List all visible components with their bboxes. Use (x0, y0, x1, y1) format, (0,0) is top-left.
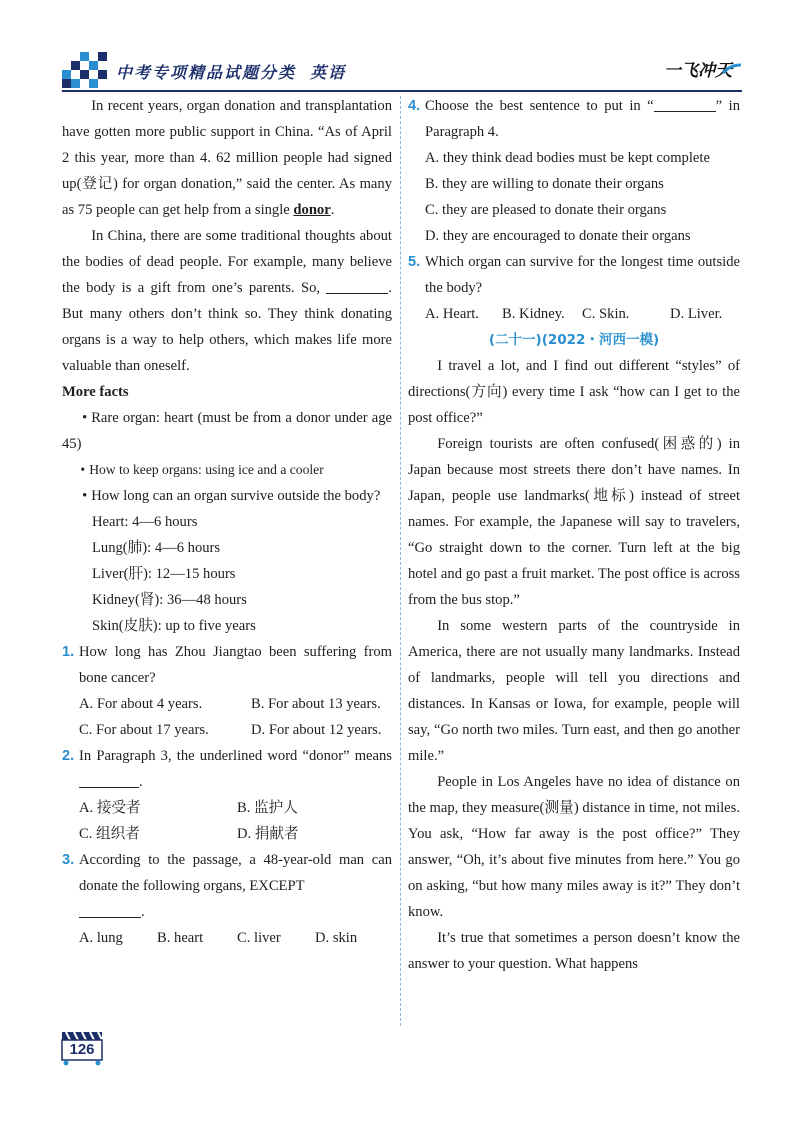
bullet-icon: • (80, 462, 86, 477)
passage-paragraph: In some western parts of the countryside in America, there are not usually many landmarks. Instead of landmarks, people will tell you directions and distances. In Kansas or Iowa, for example, people will say, “Go north two miles. Turn east, and then go another mile.” (408, 618, 740, 764)
question-options (62, 795, 392, 847)
option[interactable]: B. heart (157, 930, 204, 946)
question-text-end: . (139, 774, 143, 790)
question-number: 1. (62, 644, 75, 660)
passage-paragraph: Foreign tourists are often confused(困惑的) in Japan because most streets there don’t have names. In Japan, people use landmarks(地标) instead of street names. For example, the Japanese will say to travelers, “Go straight down to the corner. Turn left at the big hotel and go past a fruit market. The post office is across from the bus stop.” (408, 436, 740, 608)
answer-blank[interactable] (79, 772, 139, 788)
answer-blank[interactable] (654, 96, 716, 112)
bullet-text: How to keep organs: using ice and a cooler (89, 462, 324, 477)
fact-item: Kidney(肾): 36—48 hours (92, 592, 247, 608)
option[interactable]: B. Kidney. (502, 306, 565, 322)
question-number: 3. (62, 852, 75, 868)
option[interactable]: A. lung (79, 930, 123, 946)
book-title: 中考专项精品试题分类 (116, 63, 297, 82)
question-text: According to the passage, a 48-year-old man can donate the following organs, EXCEPT (79, 852, 392, 894)
subject-label: 英语 (310, 63, 347, 82)
more-facts-heading: More facts (62, 384, 129, 400)
question-5 (408, 249, 740, 301)
option[interactable]: C. 组织者 (79, 826, 140, 842)
option[interactable]: C. For about 17 years. (79, 722, 209, 738)
question-number: 2. (62, 748, 75, 764)
page-number-badge (60, 1030, 104, 1066)
option[interactable]: C. they are pleased to donate their organs (425, 202, 667, 218)
option[interactable]: D. 捐献者 (237, 826, 299, 842)
header-rule (62, 90, 742, 92)
question-options (62, 925, 392, 951)
answer-blank[interactable] (79, 902, 141, 918)
question-text: Which organ can survive for the longest time outside the body? (425, 254, 740, 296)
question-4 (408, 93, 740, 145)
fact-item: Lung(肺): 4—6 hours (92, 540, 221, 556)
fact-item: Liver(肝): 12—15 hours (92, 566, 236, 582)
fact-bullet (62, 457, 392, 483)
passage-paragraph (62, 223, 392, 379)
question-text: Choose the best sentence to put in “ (425, 98, 654, 114)
left-column (62, 93, 392, 951)
passage-paragraph: I travel a lot, and I find out different “styles” of directions(方向) every time I ask “how can I get to the post office?” (408, 358, 740, 426)
option[interactable]: D. Liver. (670, 306, 723, 322)
question-2 (62, 743, 392, 795)
paragraph-end: . (330, 202, 335, 218)
swoosh-icon (722, 63, 742, 75)
right-column (408, 93, 740, 977)
fact-bullet (62, 483, 392, 509)
question-blank-line (62, 899, 392, 925)
question-text: How long has Zhou Jiangtao been suffering from bone cancer? (79, 644, 392, 686)
page-header (0, 0, 800, 95)
question-options (62, 691, 392, 717)
option[interactable]: A. For about 4 years. (79, 696, 203, 712)
brand-logo: 一飞冲天 (664, 61, 732, 81)
option[interactable]: A. they think dead bodies must be kept complete (425, 150, 710, 166)
bullet-icon: • (82, 488, 88, 504)
underlined-word: donor (293, 202, 331, 218)
option[interactable]: A. 接受者 (79, 800, 141, 816)
fact-item: Skin(皮肤): up to five years (92, 618, 256, 634)
bullet-text: Rare organ: heart (must be from a donor under age 45) (62, 410, 392, 452)
question-options (408, 301, 740, 327)
option[interactable]: B. For about 13 years. (251, 696, 381, 712)
option[interactable]: D. they are encouraged to donate their organs (425, 228, 691, 244)
question-options (62, 717, 392, 743)
question-text: ” in Paragraph 4. (425, 98, 740, 140)
passage-paragraph (62, 93, 392, 223)
option[interactable]: A. Heart. (425, 306, 479, 322)
option[interactable]: C. Skin. (582, 306, 630, 322)
checker-logo-icon (62, 52, 108, 88)
page-number: 126 (69, 1041, 95, 1058)
option[interactable]: C. liver (237, 930, 281, 946)
fact-item: Heart: 4—6 hours (92, 514, 198, 530)
question-number: 4. (408, 98, 421, 114)
option[interactable]: B. 监护人 (237, 800, 298, 816)
bullet-icon: • (82, 410, 88, 426)
passage-paragraph: It’s true that sometimes a person doesn’t know the answer to your question. What happens (408, 930, 740, 972)
question-number: 5. (408, 254, 421, 270)
bullet-text: How long can an organ survive outside the body? (91, 488, 381, 504)
option[interactable]: B. they are willing to donate their organs (425, 176, 664, 192)
paragraph-text: . But many others don’t think so. They think donating organs is a way to help others, which makes life more valuable than oneself. (62, 280, 392, 374)
question-1 (62, 639, 392, 691)
header-title (116, 60, 346, 83)
fact-bullet (62, 405, 392, 457)
answer-blank[interactable] (326, 278, 388, 294)
column-divider (400, 96, 401, 1026)
option[interactable]: D. For about 12 years. (251, 722, 382, 738)
question-text: In Paragraph 3, the underlined word “donor” means (79, 748, 392, 764)
question-text-end: . (141, 904, 145, 920)
option[interactable]: D. skin (315, 930, 358, 946)
section-title: (二十一)(2022・河西一模) (488, 332, 660, 348)
paragraph-text: In recent years, organ donation and transplantation have gotten more public support in China. “As of April 2 this year, more than 4. 62 million people had signed up(登记) for organ donation,” said the center. As many as 75 people can get help from a single (62, 98, 392, 218)
passage-paragraph: People in Los Angeles have no idea of distance on the map, they measure(测量) distance in time, not miles. You ask, “How far away is the post office?” They answer, “Oh, it’s about five minutes from here.” You go on asking, “but how many miles away is it?” They don’t know. (408, 774, 740, 920)
paragraph-text: In China, there are some traditional thoughts about the bodies of dead people. For example, many believe the body is a gift from one’s parents. So, (62, 228, 392, 296)
question-3 (62, 847, 392, 899)
